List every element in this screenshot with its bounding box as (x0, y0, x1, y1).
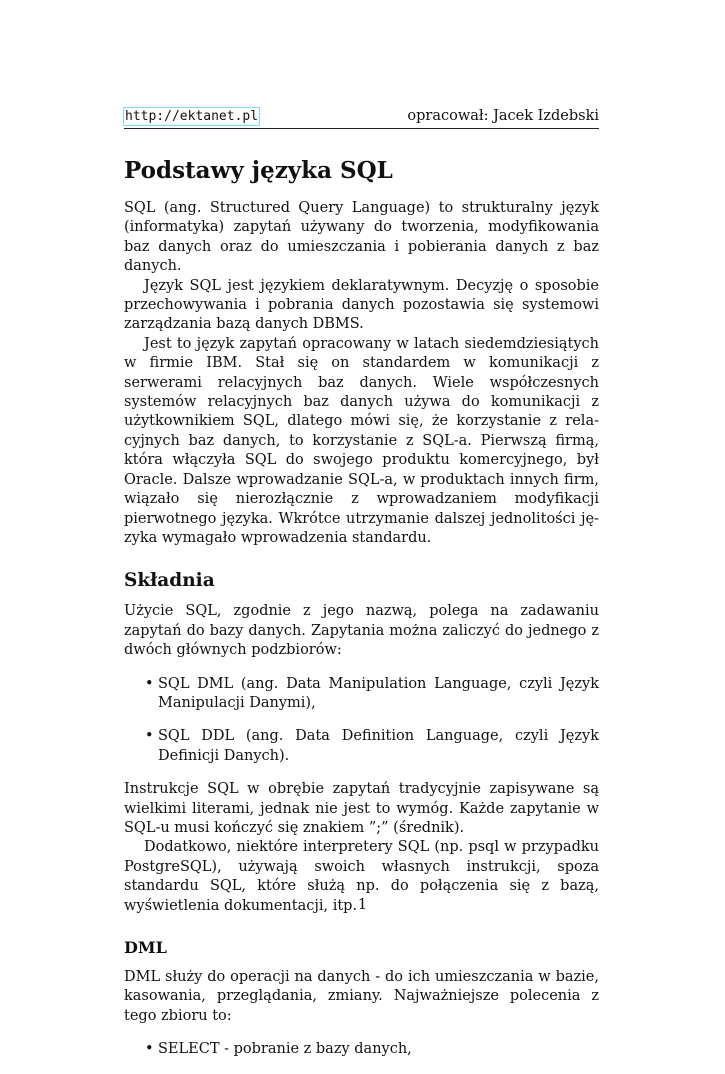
intro-paragraph: Język SQL jest językiem deklaratywnym. Decyzję o sposobie przechowywania i pobrania danych pozostawia się systemowi zarządzania bazą danych DBMS. (124, 277, 599, 333)
skladnia-paragraph: Dodatkowo, niektóre interpretery SQL (np. psql w przypadku PostgreSQL), używają swoich własnych instrukcji, spoza standardu SQL, które służą np. do połączenia się z bazą, wyświetlenia dokumentacji, itp. (124, 839, 599, 914)
running-header (124, 108, 599, 129)
skladnia-lead: Użycie SQL, zgodnie z jego nazwą, polega na zadawaniu zapytań do bazy danych. Zapytania można zaliczyć do jednego z dwóch głównych podzbiorów: (124, 603, 599, 659)
page-number: 1 (357, 897, 368, 913)
document-title: Podstawy języka SQL (124, 157, 393, 184)
section-heading-dml: DML (124, 938, 167, 957)
list-item: • SELECT - pobranie z bazy danych, (158, 1040, 599, 1059)
document-page (124, 108, 599, 1074)
website-link[interactable]: http://ektanet.pl (125, 109, 259, 124)
author-credit: opracował: Jacek Izdebski (407, 108, 599, 124)
sql-subsets-list (124, 675, 599, 767)
dml-commands-list (124, 1040, 599, 1059)
intro-paragraph: Jest to język zapytań opracowany w latach siedemdziesiątych w firmie IBM. Stał się on standardem w komunikacji z serwerami relacyjnych baz danych. Wiele współczesnych systemów relacyjnych baz danych używa do komunikacji z użytkownikiem SQL, dlatego mówi się, że korzystanie z relacyjnych baz danych, to korzystanie z SQL-a. Pierwszą firmą, która włączyła SQL do swojego produktu komercyjnego, był Oracle. Dalsze wprowadzanie SQL-a, w produktach innych firm, wiązało się nierozłącznie z wprowadzaniem modyfikacji pierwotnego języka. Wkrótce utrzymanie dalszej jednolitości języka wymagało wprowadzenia standardu. (124, 335, 599, 546)
intro-section (124, 199, 599, 548)
list-item: • SQL DML (ang. Data Manipulation Language, czyli Język Manipulacji Danymi), (158, 675, 599, 714)
section-heading-skladnia: Składnia (124, 570, 215, 592)
skladnia-paragraph: Instrukcje SQL w obrębie zapytań tradycyjnie zapisywane są wielkimi literami, jednak nie jest to wymóg. Każde zapytanie w SQL-u musi kończyć się znakiem ”;” (średnik). (124, 781, 599, 836)
dml-lead: DML służy do operacji na danych - do ich umieszczania w bazie, kasowania, przeglądania, zmiany. Najważniejsze polecenia z tego zbioru to: (124, 969, 599, 1024)
intro-paragraph: SQL (ang. Structured Query Language) to strukturalny język (informatyka) zapytań używany do tworzenia, modyfikowania baz danych oraz do umieszczania i pobierania danych z baz danych. (124, 200, 599, 275)
list-item: • SQL DDL (ang. Data Definition Language, czyli Język Definicji Danych). (158, 727, 599, 766)
